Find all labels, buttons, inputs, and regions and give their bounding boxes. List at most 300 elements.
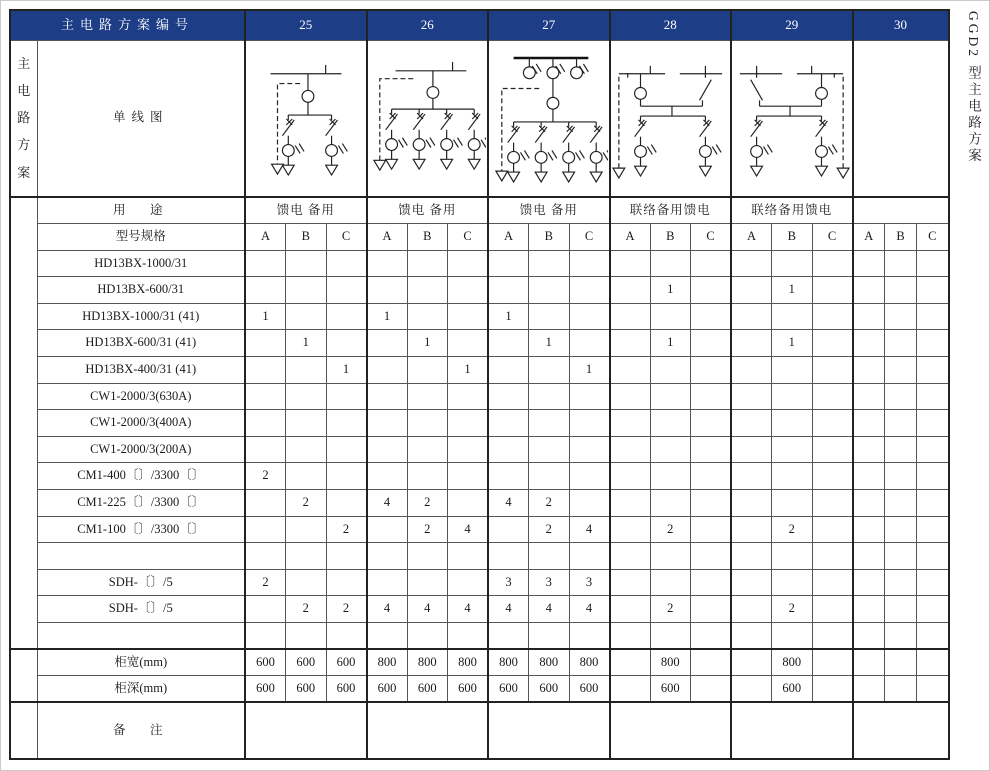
dimension-cell: 600 xyxy=(488,676,529,703)
spec-value-cell xyxy=(326,250,367,277)
spec-value-cell xyxy=(488,383,529,410)
spec-value-cell xyxy=(569,250,610,277)
spec-value-cell xyxy=(917,410,949,437)
spec-value-cell xyxy=(488,410,529,437)
spec-value-cell xyxy=(286,250,327,277)
dimension-cell xyxy=(731,649,772,676)
spec-row xyxy=(10,410,949,437)
spec-value-cell xyxy=(691,436,732,463)
subcolumn-header: B xyxy=(650,224,691,251)
spec-value-cell xyxy=(650,357,691,384)
spec-value-cell xyxy=(772,623,813,650)
spec-value-cell xyxy=(569,623,610,650)
spec-value-cell xyxy=(853,303,885,330)
dimension-cell: 800 xyxy=(529,649,570,676)
spec-value-cell xyxy=(326,436,367,463)
spec-value-cell xyxy=(367,250,408,277)
spec-value-cell xyxy=(610,490,651,517)
spec-value-cell xyxy=(731,596,772,623)
dimension-cell: 600 xyxy=(529,676,570,703)
spec-value-cell: 1 xyxy=(772,277,813,304)
spec-row-label: CW1-2000/3(630A) xyxy=(37,383,245,410)
spec-value-cell xyxy=(885,543,917,570)
spec-value-cell: 2 xyxy=(407,516,448,543)
spec-value-cell xyxy=(853,410,885,437)
spec-value-cell xyxy=(367,330,408,357)
spec-value-cell xyxy=(610,383,651,410)
spec-value-cell xyxy=(448,410,489,437)
spec-value-cell xyxy=(326,463,367,490)
spec-row-label: CM1-100〔〕/3300〔〕 xyxy=(37,516,245,543)
spec-value-cell xyxy=(245,516,286,543)
usage-cell: 联络备用馈电 xyxy=(731,197,853,224)
usage-row xyxy=(10,197,949,224)
spec-value-cell: 4 xyxy=(448,516,489,543)
dimension-cell: 600 xyxy=(286,649,327,676)
spec-value-cell xyxy=(853,569,885,596)
remarks-cell xyxy=(245,702,367,759)
subcolumn-header: C xyxy=(326,224,367,251)
spec-value-cell xyxy=(650,623,691,650)
spec-value-cell xyxy=(691,410,732,437)
spec-value-cell xyxy=(448,277,489,304)
spec-value-cell xyxy=(245,436,286,463)
spec-row-label: HD13BX-600/31 (41) xyxy=(37,330,245,357)
spec-row xyxy=(10,303,949,330)
spec-value-cell xyxy=(326,383,367,410)
spec-value-cell xyxy=(812,436,853,463)
spec-value-cell xyxy=(812,463,853,490)
subcolumn-header: A xyxy=(245,224,286,251)
spec-row-label xyxy=(37,543,245,570)
spec-value-cell xyxy=(529,250,570,277)
spec-value-cell: 2 xyxy=(529,490,570,517)
spec-value-cell xyxy=(885,330,917,357)
spec-value-cell: 4 xyxy=(488,596,529,623)
dimension-cell xyxy=(885,649,917,676)
spec-value-cell xyxy=(367,383,408,410)
dimension-cell xyxy=(885,676,917,703)
spec-value-cell xyxy=(885,250,917,277)
spec-value-cell xyxy=(245,383,286,410)
spec-value-cell xyxy=(245,357,286,384)
spec-value-cell xyxy=(917,250,949,277)
spec-value-cell xyxy=(448,436,489,463)
spec-value-cell xyxy=(853,436,885,463)
spec-value-cell xyxy=(917,303,949,330)
spec-value-cell: 1 xyxy=(326,357,367,384)
spec-value-cell xyxy=(326,569,367,596)
dimension-cell: 800 xyxy=(407,649,448,676)
spec-value-cell xyxy=(488,330,529,357)
spec-value-cell xyxy=(367,516,408,543)
spec-row xyxy=(10,463,949,490)
remarks-cell xyxy=(610,702,732,759)
dimension-cell xyxy=(691,676,732,703)
spec-value-cell xyxy=(650,436,691,463)
dimension-cell: 600 xyxy=(407,676,448,703)
spec-value-cell xyxy=(772,383,813,410)
diagram-label: 单线图 xyxy=(37,40,245,197)
spec-value-cell xyxy=(326,543,367,570)
spec-value-cell xyxy=(812,383,853,410)
spec-value-cell xyxy=(610,303,651,330)
spec-row-label: CW1-2000/3(200A) xyxy=(37,436,245,463)
spec-value-cell xyxy=(885,490,917,517)
dimension-cell xyxy=(812,676,853,703)
spec-value-cell xyxy=(812,410,853,437)
spec-value-cell xyxy=(731,436,772,463)
spec-value-cell xyxy=(917,436,949,463)
spec-row-label xyxy=(37,623,245,650)
spec-value-cell xyxy=(367,357,408,384)
remarks-label: 备 注 xyxy=(37,702,245,759)
spec-value-cell xyxy=(610,569,651,596)
spec-value-cell: 2 xyxy=(772,596,813,623)
spec-value-cell xyxy=(917,463,949,490)
subcolumn-header: A xyxy=(488,224,529,251)
spec-value-cell xyxy=(853,463,885,490)
spec-value-cell xyxy=(286,436,327,463)
spec-value-cell xyxy=(772,543,813,570)
dimension-cell: 600 xyxy=(245,649,286,676)
spec-value-cell xyxy=(885,357,917,384)
spec-value-cell xyxy=(610,623,651,650)
spec-value-cell xyxy=(731,410,772,437)
spec-value-cell xyxy=(448,543,489,570)
subcolumn-row xyxy=(10,224,949,251)
spec-value-cell xyxy=(731,357,772,384)
spec-value-cell xyxy=(448,623,489,650)
spec-value-cell: 4 xyxy=(488,490,529,517)
spec-value-cell xyxy=(326,277,367,304)
spec-value-cell xyxy=(326,623,367,650)
single-line-diagram-28 xyxy=(610,40,732,197)
header-cell: 27 xyxy=(488,10,610,40)
subcolumn-header: B xyxy=(286,224,327,251)
spec-row-label: HD13BX-1000/31 (41) xyxy=(37,303,245,330)
spec-value-cell xyxy=(650,463,691,490)
spec-value-cell xyxy=(610,543,651,570)
spec-value-cell: 2 xyxy=(529,516,570,543)
spec-value-cell xyxy=(610,596,651,623)
spec-value-cell xyxy=(286,410,327,437)
spec-value-cell xyxy=(326,330,367,357)
spec-value-cell xyxy=(286,543,327,570)
spec-value-cell: 2 xyxy=(772,516,813,543)
spec-value-cell xyxy=(529,383,570,410)
cabinet-depth-label: 柜深(mm) xyxy=(37,676,245,703)
dimension-cell: 600 xyxy=(650,676,691,703)
spec-value-cell: 1 xyxy=(286,330,327,357)
subcolumn-header: A xyxy=(367,224,408,251)
spec-value-cell: 2 xyxy=(650,516,691,543)
spec-value-cell xyxy=(917,330,949,357)
spec-value-cell xyxy=(407,623,448,650)
spec-value-cell xyxy=(812,330,853,357)
spec-value-cell xyxy=(488,516,529,543)
spec-value-cell: 1 xyxy=(650,330,691,357)
spec-value-cell xyxy=(731,569,772,596)
spec-value-cell xyxy=(885,463,917,490)
spec-value-cell xyxy=(691,623,732,650)
spec-value-cell: 4 xyxy=(569,596,610,623)
dimension-cell xyxy=(853,649,885,676)
spec-value-cell: 1 xyxy=(488,303,529,330)
spec-row-label: HD13BX-1000/31 xyxy=(37,250,245,277)
header-cell: 30 xyxy=(853,10,949,40)
spec-value-cell xyxy=(569,463,610,490)
spec-value-cell: 2 xyxy=(326,596,367,623)
cabinet-width-label: 柜宽(mm) xyxy=(37,649,245,676)
spec-value-cell xyxy=(610,250,651,277)
spec-row-label: CM1-400〔〕/3300〔〕 xyxy=(37,463,245,490)
spec-value-cell xyxy=(407,250,448,277)
spec-value-cell xyxy=(610,330,651,357)
spec-value-cell xyxy=(286,383,327,410)
spec-value-cell xyxy=(731,516,772,543)
dimension-cell: 600 xyxy=(772,676,813,703)
dimension-cell: 600 xyxy=(326,649,367,676)
spec-value-cell xyxy=(885,410,917,437)
spec-value-cell: 2 xyxy=(245,463,286,490)
spec-value-cell xyxy=(488,277,529,304)
spec-value-cell xyxy=(245,330,286,357)
spec-row-label: SDH-〔〕/5 xyxy=(37,596,245,623)
spec-value-cell xyxy=(610,357,651,384)
spec-value-cell xyxy=(529,623,570,650)
spec-row xyxy=(10,330,949,357)
subcolumn-header: B xyxy=(407,224,448,251)
vert-char: 方 xyxy=(17,137,31,153)
cabinet-depth-row xyxy=(10,676,949,703)
spec-value-cell xyxy=(772,436,813,463)
spec-value-cell xyxy=(286,357,327,384)
spacer-cell xyxy=(10,197,37,649)
spec-value-cell xyxy=(812,596,853,623)
spec-value-cell xyxy=(650,383,691,410)
spec-value-cell xyxy=(245,250,286,277)
spec-value-cell xyxy=(812,516,853,543)
spec-value-cell xyxy=(812,303,853,330)
remarks-cell xyxy=(367,702,489,759)
spec-row xyxy=(10,277,949,304)
spec-value-cell xyxy=(853,250,885,277)
spec-value-cell xyxy=(529,463,570,490)
spec-value-cell xyxy=(691,383,732,410)
single-line-diagram-27 xyxy=(488,40,610,197)
spacer-cell xyxy=(10,649,37,702)
spec-value-cell xyxy=(407,303,448,330)
spec-value-cell xyxy=(245,543,286,570)
subcolumn-header: A xyxy=(853,224,885,251)
dimension-cell: 800 xyxy=(367,649,408,676)
spec-value-cell: 1 xyxy=(772,330,813,357)
spec-value-cell xyxy=(650,410,691,437)
remarks-cell xyxy=(731,702,853,759)
spec-value-cell xyxy=(917,490,949,517)
spec-value-cell xyxy=(569,383,610,410)
header-row xyxy=(10,10,949,40)
spec-value-cell xyxy=(731,543,772,570)
spec-value-cell xyxy=(772,250,813,277)
spec-value-cell xyxy=(367,277,408,304)
spec-value-cell: 1 xyxy=(367,303,408,330)
spec-value-cell xyxy=(853,623,885,650)
usage-cell: 馈电 备用 xyxy=(367,197,489,224)
subcolumn-header: C xyxy=(448,224,489,251)
spec-value-cell: 4 xyxy=(407,596,448,623)
spec-value-cell xyxy=(731,250,772,277)
dimension-cell xyxy=(731,676,772,703)
vert-char: 案 xyxy=(17,164,31,180)
spec-value-cell xyxy=(245,490,286,517)
spec-value-cell xyxy=(245,596,286,623)
spec-value-cell xyxy=(917,569,949,596)
spec-row-label: HD13BX-600/31 xyxy=(37,277,245,304)
usage-cell: 馈电 备用 xyxy=(245,197,367,224)
spacer-cell xyxy=(10,702,37,759)
spec-value-cell xyxy=(812,490,853,517)
spec-row xyxy=(10,623,949,650)
remarks-cell xyxy=(853,702,949,759)
spec-value-cell: 1 xyxy=(407,330,448,357)
spec-value-cell xyxy=(326,410,367,437)
spec-value-cell xyxy=(772,569,813,596)
spec-value-cell xyxy=(650,543,691,570)
spec-value-cell xyxy=(326,303,367,330)
spec-value-cell xyxy=(691,277,732,304)
spec-value-cell xyxy=(853,516,885,543)
scheme-group-vertical-label xyxy=(10,40,37,197)
dimension-cell: 800 xyxy=(448,649,489,676)
spec-value-cell xyxy=(286,303,327,330)
spec-value-cell xyxy=(885,623,917,650)
spec-value-cell xyxy=(917,357,949,384)
spec-value-cell xyxy=(853,490,885,517)
spec-value-cell xyxy=(885,383,917,410)
spec-label: 型号规格 xyxy=(37,224,245,251)
spec-value-cell xyxy=(448,303,489,330)
spec-value-cell xyxy=(286,569,327,596)
spec-value-cell xyxy=(853,357,885,384)
spec-value-cell xyxy=(529,543,570,570)
spec-value-cell xyxy=(853,277,885,304)
spec-value-cell xyxy=(812,569,853,596)
cabinet-width-row xyxy=(10,649,949,676)
spec-value-cell xyxy=(917,543,949,570)
spec-value-cell xyxy=(650,490,691,517)
spec-value-cell xyxy=(731,330,772,357)
spec-value-cell xyxy=(407,569,448,596)
spec-value-cell xyxy=(286,623,327,650)
header-cell: 25 xyxy=(245,10,367,40)
spec-value-cell xyxy=(812,623,853,650)
spec-value-cell xyxy=(286,277,327,304)
spec-value-cell: 1 xyxy=(569,357,610,384)
spec-value-cell xyxy=(367,623,408,650)
spec-value-cell xyxy=(885,277,917,304)
spec-value-cell xyxy=(245,410,286,437)
spec-value-cell xyxy=(569,303,610,330)
spec-value-cell xyxy=(917,596,949,623)
spec-value-cell xyxy=(448,569,489,596)
spec-row-label: CM1-225〔〕/3300〔〕 xyxy=(37,490,245,517)
spec-value-cell: 2 xyxy=(650,596,691,623)
spec-value-cell xyxy=(569,330,610,357)
spec-value-cell: 3 xyxy=(529,569,570,596)
spec-value-cell: 4 xyxy=(367,596,408,623)
spec-row xyxy=(10,516,949,543)
spec-row xyxy=(10,436,949,463)
spec-value-cell xyxy=(772,303,813,330)
dimension-cell: 600 xyxy=(448,676,489,703)
usage-cell xyxy=(853,197,949,224)
spec-value-cell xyxy=(691,330,732,357)
spec-value-cell xyxy=(691,543,732,570)
usage-label: 用 途 xyxy=(37,197,245,224)
header-cell: 28 xyxy=(610,10,732,40)
spec-value-cell xyxy=(853,383,885,410)
spec-value-cell xyxy=(407,357,448,384)
spec-value-cell: 1 xyxy=(448,357,489,384)
spec-value-cell xyxy=(488,357,529,384)
spec-value-cell: 4 xyxy=(569,516,610,543)
spec-value-cell: 2 xyxy=(326,516,367,543)
spec-value-cell xyxy=(772,490,813,517)
spec-value-cell: 2 xyxy=(286,596,327,623)
spec-value-cell: 4 xyxy=(367,490,408,517)
spec-value-cell xyxy=(812,250,853,277)
spec-value-cell xyxy=(853,330,885,357)
spec-value-cell xyxy=(286,463,327,490)
dimension-cell: 600 xyxy=(286,676,327,703)
spec-row xyxy=(10,569,949,596)
spec-value-cell: 4 xyxy=(529,596,570,623)
spec-value-cell xyxy=(367,569,408,596)
dimension-cell xyxy=(691,649,732,676)
spec-value-cell xyxy=(529,410,570,437)
spec-value-cell xyxy=(367,436,408,463)
spec-value-cell xyxy=(731,463,772,490)
spec-value-cell xyxy=(691,516,732,543)
spec-row xyxy=(10,596,949,623)
dimension-cell: 600 xyxy=(569,676,610,703)
subcolumn-header: C xyxy=(691,224,732,251)
vert-char: 路 xyxy=(17,110,31,126)
spec-row-label: SDH-〔〕/5 xyxy=(37,569,245,596)
spec-value-cell xyxy=(917,623,949,650)
dimension-cell xyxy=(917,676,949,703)
spec-value-cell xyxy=(731,623,772,650)
usage-cell: 馈电 备用 xyxy=(488,197,610,224)
spec-value-cell xyxy=(529,357,570,384)
spec-value-cell xyxy=(448,383,489,410)
spec-value-cell xyxy=(885,596,917,623)
spec-value-cell xyxy=(917,277,949,304)
spec-value-cell xyxy=(731,277,772,304)
spec-value-cell xyxy=(488,250,529,277)
dimension-cell xyxy=(610,676,651,703)
spec-row-label: HD13BX-400/31 (41) xyxy=(37,357,245,384)
dimension-cell: 600 xyxy=(367,676,408,703)
spec-value-cell xyxy=(488,623,529,650)
remarks-cell xyxy=(488,702,610,759)
spec-value-cell xyxy=(610,410,651,437)
spec-value-cell xyxy=(691,490,732,517)
spec-value-cell xyxy=(772,463,813,490)
spec-value-cell xyxy=(569,277,610,304)
